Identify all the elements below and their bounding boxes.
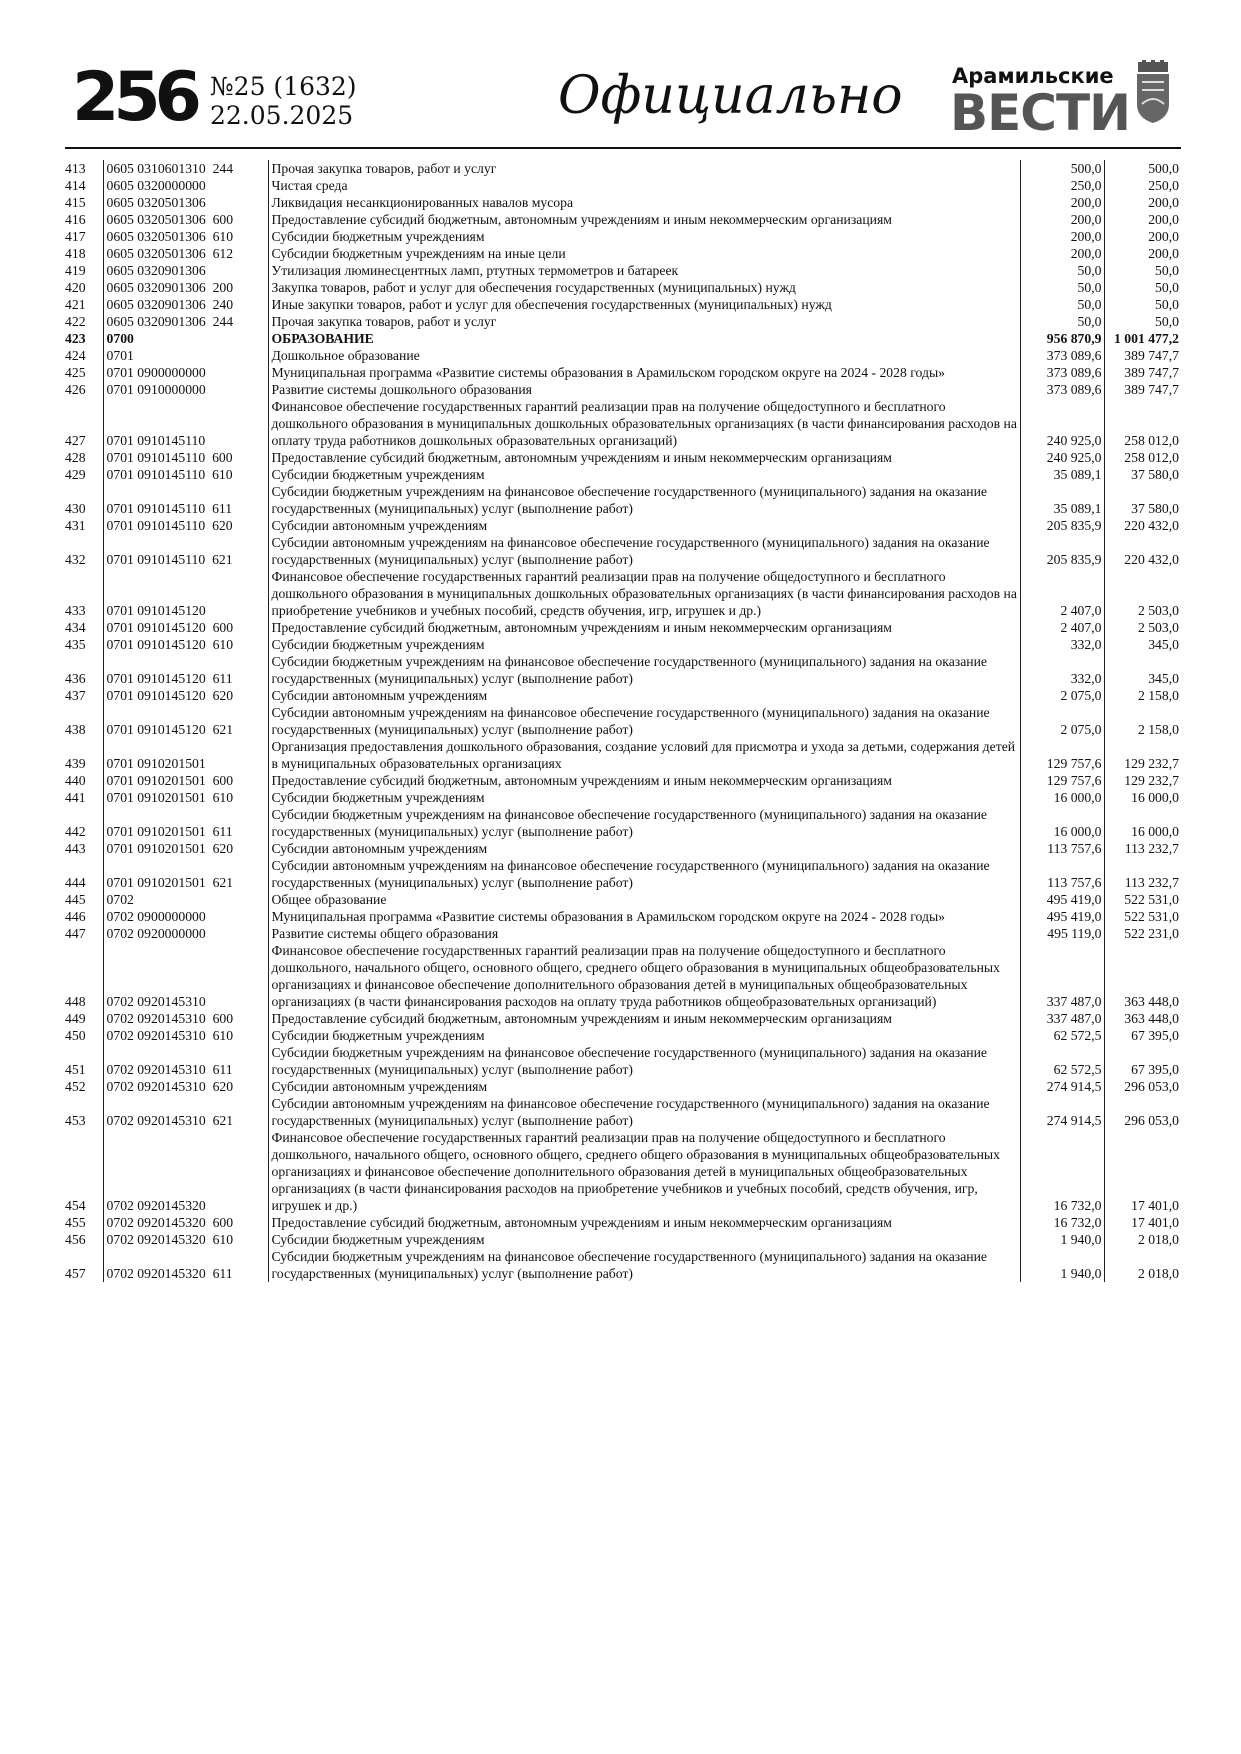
row-number: 446 [65,909,86,924]
amount-2026: 337 487,0 [1020,1010,1104,1027]
table-row [65,194,1181,211]
expense-name: Субсидии бюджетным учреждениям [268,466,1020,483]
table-row [65,296,1181,313]
row-number: 420 [65,280,86,295]
expense-name: Субсидии бюджетным учреждениям [268,228,1020,245]
amount-2026: 495 419,0 [1020,891,1104,908]
expense-name: Субсидии бюджетным учреждениям на финансовое обеспечение государственного (муниципального) задания на оказание государственных (муниципальных) услуг (выполнение работ) [268,1044,1020,1078]
budget-code: 0701 0910145110 620 [103,517,268,534]
amount-2026: 200,0 [1020,228,1104,245]
expense-name: Общее образование [268,891,1020,908]
amount-2027: 16 000,0 [1104,806,1181,840]
issue-number: №25 (1632) [210,72,357,101]
amount-2026: 113 757,6 [1020,840,1104,857]
budget-code: 0701 0910201501 600 [103,772,268,789]
table-row [65,687,1181,704]
amount-2026: 956 870,9 [1020,330,1104,347]
amount-2027: 2 018,0 [1104,1231,1181,1248]
budget-code: 0702 0920145310 620 [103,1078,268,1095]
budget-code: 0701 0910000000 [103,381,268,398]
expense-name: Финансовое обеспечение государственных гарантий реализации прав на получение общедоступного и бесплатного дошкольного образования в муниципальных дошкольных образовательных организациях (в части финансирования расходов на оплату труда работников дошкольных образовательных организаций) [268,398,1020,449]
amount-2026: 50,0 [1020,279,1104,296]
amount-2027: 2 158,0 [1104,704,1181,738]
expense-name: Субсидии бюджетным учреждениям [268,1231,1020,1248]
expense-name: Финансовое обеспечение государственных гарантий реализации прав на получение общедоступного и бесплатного дошкольного образования в муниципальных дошкольных образовательных организациях (в части финансирования расходов на приобретение учебников и учебных пособий, средств обучения, игр, игрушек и др.) [268,568,1020,619]
budget-code: 0605 0320501306 [103,194,268,211]
amount-2027: 67 395,0 [1104,1027,1181,1044]
expense-name: Финансовое обеспечение государственных гарантий реализации прав на получение общедоступного и бесплатного дошкольного, начального общего, основного общего, среднего общего образования в муниципальных общеобразовательных организациях и финансовое обеспечение дополнительного образования детей в муниципальных общеобразовательных организациях (в части финансирования расходов на приобретение учебников и учебных пособий, средств обучения, игр, игрушек и др.) [268,1129,1020,1214]
amount-2026: 1 940,0 [1020,1248,1104,1282]
budget-code: 0701 0910145120 [103,568,268,619]
row-number: 438 [65,722,86,737]
table-row [65,568,1181,619]
amount-2026: 205 835,9 [1020,517,1104,534]
budget-code: 0701 [103,347,268,364]
amount-2026: 200,0 [1020,245,1104,262]
row-number: 452 [65,1079,86,1094]
row-number: 440 [65,773,86,788]
header-rule [65,147,1181,149]
row-number: 454 [65,1198,86,1213]
amount-2026: 250,0 [1020,177,1104,194]
expense-name: Ликвидация несанкционированных навалов мусора [268,194,1020,211]
table-row [65,840,1181,857]
amount-2027: 363 448,0 [1104,942,1181,1010]
issue-date: 22.05.2025 [210,101,354,130]
row-number: 433 [65,603,86,618]
amount-2026: 240 925,0 [1020,449,1104,466]
budget-code: 0700 [103,330,268,347]
amount-2027: 258 012,0 [1104,398,1181,449]
table-row [65,347,1181,364]
table-row [65,1129,1181,1214]
amount-2027: 296 053,0 [1104,1095,1181,1129]
budget-code: 0701 0910201501 620 [103,840,268,857]
amount-2027: 389 747,7 [1104,364,1181,381]
expense-name: Утилизация люминесцентных ламп, ртутных термометров и батареек [268,262,1020,279]
row-number: 422 [65,314,86,329]
amount-2026: 113 757,6 [1020,857,1104,891]
expense-name: Субсидии автономным учреждениям на финансовое обеспечение государственного (муниципального) задания на оказание государственных (муниципальных) услуг (выполнение работ) [268,534,1020,568]
row-number: 450 [65,1028,86,1043]
row-number: 415 [65,195,86,210]
amount-2027: 250,0 [1104,177,1181,194]
table-row [65,211,1181,228]
amount-2026: 240 925,0 [1020,398,1104,449]
amount-2026: 274 914,5 [1020,1095,1104,1129]
amount-2027: 2 503,0 [1104,619,1181,636]
amount-2027: 522 531,0 [1104,908,1181,925]
row-number: 448 [65,994,86,1009]
amount-2027: 500,0 [1104,160,1181,177]
expense-name: Субсидии бюджетным учреждениям на иные цели [268,245,1020,262]
budget-code: 0701 0910145110 610 [103,466,268,483]
amount-2027: 258 012,0 [1104,449,1181,466]
expense-name: Предоставление субсидий бюджетным, автономным учреждениям и иным некоммерческим организациям [268,619,1020,636]
table-row [65,1214,1181,1231]
amount-2027: 522 231,0 [1104,925,1181,942]
row-number: 432 [65,552,86,567]
row-number: 427 [65,433,86,448]
amount-2026: 1 940,0 [1020,1231,1104,1248]
expense-name: Субсидии бюджетным учреждениям на финансовое обеспечение государственного (муниципального) задания на оказание государственных (муниципальных) услуг (выполнение работ) [268,806,1020,840]
budget-code: 0701 0910145110 [103,398,268,449]
budget-code: 0605 0320901306 240 [103,296,268,313]
budget-code: 0605 0320000000 [103,177,268,194]
amount-2026: 16 732,0 [1020,1129,1104,1214]
coat-of-arms-icon [1134,60,1172,124]
amount-2027: 220 432,0 [1104,534,1181,568]
amount-2027: 50,0 [1104,296,1181,313]
amount-2027: 129 232,7 [1104,772,1181,789]
budget-code: 0702 0920145320 611 [103,1248,268,1282]
expense-name: Предоставление субсидий бюджетным, автономным учреждениям и иным некоммерческим организациям [268,772,1020,789]
expense-name: Иные закупки товаров, работ и услуг для обеспечения государственных (муниципальных) нужд [268,296,1020,313]
amount-2027: 200,0 [1104,211,1181,228]
amount-2027: 113 232,7 [1104,840,1181,857]
page-header [72,54,1172,146]
expense-name: Предоставление субсидий бюджетным, автономным учреждениям и иным некоммерческим организациям [268,449,1020,466]
issue-info [210,72,357,130]
amount-2026: 16 000,0 [1020,789,1104,806]
amount-2027: 2 503,0 [1104,568,1181,619]
row-number: 426 [65,382,86,397]
table-row [65,160,1181,177]
expense-name: Субсидии бюджетным учреждениям на финансовое обеспечение государственного (муниципального) задания на оказание государственных (муниципальных) услуг (выполнение работ) [268,1248,1020,1282]
expense-name: Закупка товаров, работ и услуг для обеспечения государственных (муниципальных) нужд [268,279,1020,296]
budget-code: 0605 0320501306 600 [103,211,268,228]
row-number: 445 [65,892,86,907]
table-row [65,313,1181,330]
expense-name: Чистая среда [268,177,1020,194]
row-number: 444 [65,875,86,890]
amount-2026: 332,0 [1020,636,1104,653]
expense-name: Субсидии автономным учреждениям на финансовое обеспечение государственного (муниципального) задания на оказание государственных (муниципальных) услуг (выполнение работ) [268,1095,1020,1129]
row-number: 436 [65,671,86,686]
expense-name: Субсидии бюджетным учреждениям на финансовое обеспечение государственного (муниципального) задания на оказание государственных (муниципальных) услуг (выполнение работ) [268,483,1020,517]
row-number: 449 [65,1011,86,1026]
page-number: 256 [72,58,196,137]
amount-2026: 495 419,0 [1020,908,1104,925]
amount-2027: 345,0 [1104,636,1181,653]
amount-2027: 67 395,0 [1104,1044,1181,1078]
amount-2026: 50,0 [1020,296,1104,313]
amount-2026: 35 089,1 [1020,466,1104,483]
amount-2026: 50,0 [1020,313,1104,330]
amount-2026: 337 487,0 [1020,942,1104,1010]
table-row [65,364,1181,381]
table-row [65,1231,1181,1248]
budget-code: 0701 0910145120 610 [103,636,268,653]
table-row [65,942,1181,1010]
table-row [65,398,1181,449]
amount-2027: 50,0 [1104,262,1181,279]
expense-name: Предоставление субсидий бюджетным, автономным учреждениям и иным некоммерческим организациям [268,211,1020,228]
amount-2026: 373 089,6 [1020,381,1104,398]
expense-name: Прочая закупка товаров, работ и услуг [268,313,1020,330]
row-number: 421 [65,297,86,312]
row-number: 451 [65,1062,86,1077]
budget-code: 0701 0900000000 [103,364,268,381]
budget-code: 0701 0910201501 610 [103,789,268,806]
expense-name: Развитие системы общего образования [268,925,1020,942]
amount-2026: 129 757,6 [1020,772,1104,789]
budget-code: 0605 0320501306 612 [103,245,268,262]
amount-2027: 200,0 [1104,245,1181,262]
amount-2027: 2 018,0 [1104,1248,1181,1282]
row-number: 430 [65,501,86,516]
table-row [65,1095,1181,1129]
budget-code: 0702 0920145310 [103,942,268,1010]
amount-2027: 16 000,0 [1104,789,1181,806]
expense-name: Субсидии автономным учреждениям [268,517,1020,534]
expense-name: Субсидии бюджетным учреждениям [268,1027,1020,1044]
amount-2026: 129 757,6 [1020,738,1104,772]
amount-2027: 200,0 [1104,228,1181,245]
table-row [65,1078,1181,1095]
row-number: 429 [65,467,86,482]
amount-2027: 363 448,0 [1104,1010,1181,1027]
amount-2026: 2 075,0 [1020,687,1104,704]
amount-2027: 2 158,0 [1104,687,1181,704]
amount-2026: 495 119,0 [1020,925,1104,942]
amount-2026: 16 732,0 [1020,1214,1104,1231]
row-number: 419 [65,263,86,278]
amount-2027: 37 580,0 [1104,466,1181,483]
amount-2026: 16 000,0 [1020,806,1104,840]
amount-2027: 17 401,0 [1104,1214,1181,1231]
amount-2026: 500,0 [1020,160,1104,177]
amount-2026: 373 089,6 [1020,347,1104,364]
amount-2027: 220 432,0 [1104,517,1181,534]
amount-2026: 200,0 [1020,194,1104,211]
budget-code: 0605 0320901306 [103,262,268,279]
amount-2027: 113 232,7 [1104,857,1181,891]
expense-name: Организация предоставления дошкольного образования, создание условий для присмотра и ухода за детьми, содержания детей в муниципальных образовательных организациях [268,738,1020,772]
budget-code: 0701 0910201501 611 [103,806,268,840]
row-number: 423 [65,331,86,346]
table-row [65,908,1181,925]
amount-2027: 1 001 477,2 [1104,330,1181,347]
table-row [65,789,1181,806]
budget-code: 0605 0320901306 244 [103,313,268,330]
amount-2026: 200,0 [1020,211,1104,228]
expense-name: Предоставление субсидий бюджетным, автономным учреждениям и иным некоммерческим организациям [268,1010,1020,1027]
amount-2027: 37 580,0 [1104,483,1181,517]
amount-2027: 17 401,0 [1104,1129,1181,1214]
table-row [65,517,1181,534]
row-number: 414 [65,178,86,193]
row-number: 431 [65,518,86,533]
budget-code: 0701 0910145110 600 [103,449,268,466]
expense-name: Субсидии бюджетным учреждениям [268,789,1020,806]
budget-code: 0702 0920145320 [103,1129,268,1214]
table-row [65,636,1181,653]
expense-name: ОБРАЗОВАНИЕ [268,330,1020,347]
table-row [65,704,1181,738]
row-number: 417 [65,229,86,244]
table-row [65,1027,1181,1044]
amount-2026: 274 914,5 [1020,1078,1104,1095]
budget-code: 0701 0910201501 [103,738,268,772]
row-number: 413 [65,161,86,176]
table-row [65,483,1181,517]
amount-2027: 389 747,7 [1104,347,1181,364]
expense-name: Субсидии автономным учреждениям [268,687,1020,704]
table-row [65,177,1181,194]
table-row [65,245,1181,262]
row-number: 424 [65,348,86,363]
budget-code: 0702 0900000000 [103,908,268,925]
table-row [65,1010,1181,1027]
budget-code: 0605 0320501306 610 [103,228,268,245]
amount-2027: 200,0 [1104,194,1181,211]
budget-code: 0702 0920000000 [103,925,268,942]
expense-name: Субсидии автономным учреждениям [268,1078,1020,1095]
expense-name: Муниципальная программа «Развитие системы образования в Арамильском городском округе на 2024 - 2028 годы» [268,364,1020,381]
row-number: 442 [65,824,86,839]
table-row [65,806,1181,840]
table-row [65,449,1181,466]
budget-code: 0702 0920145320 600 [103,1214,268,1231]
newspaper-logo-top: Арамильские [952,64,1114,88]
budget-code: 0702 0920145310 621 [103,1095,268,1129]
budget-code: 0702 0920145320 610 [103,1231,268,1248]
row-number: 428 [65,450,86,465]
budget-code: 0701 0910145120 620 [103,687,268,704]
row-number: 416 [65,212,86,227]
table-row [65,891,1181,908]
table-row [65,330,1181,347]
row-number: 456 [65,1232,86,1247]
section-title: Официально [558,66,903,126]
expense-name: Субсидии автономным учреждениям на финансовое обеспечение государственного (муниципального) задания на оказание государственных (муниципальных) услуг (выполнение работ) [268,857,1020,891]
table-row [65,228,1181,245]
row-number: 441 [65,790,86,805]
budget-code: 0701 0910145110 611 [103,483,268,517]
budget-code: 0702 0920145310 611 [103,1044,268,1078]
amount-2026: 332,0 [1020,653,1104,687]
amount-2027: 50,0 [1104,279,1181,296]
table-row [65,772,1181,789]
row-number: 455 [65,1215,86,1230]
row-number: 443 [65,841,86,856]
table-row [65,262,1181,279]
table-row [65,857,1181,891]
row-number: 439 [65,756,86,771]
table-row [65,619,1181,636]
amount-2027: 50,0 [1104,313,1181,330]
row-number: 418 [65,246,86,261]
budget-code: 0605 0320901306 200 [103,279,268,296]
amount-2027: 522 531,0 [1104,891,1181,908]
table-row [65,279,1181,296]
expense-name: Финансовое обеспечение государственных гарантий реализации прав на получение общедоступного и бесплатного дошкольного, начального общего, основного общего, среднего общего образования в муниципальных общеобразовательных организациях и финансовое обеспечение дополнительного образования детей в муниципальных общеобразовательных организациях (в части финансирования расходов на оплату труда работников общеобразовательных организаций) [268,942,1020,1010]
table-row [65,381,1181,398]
row-number: 425 [65,365,86,380]
table-row [65,466,1181,483]
table-row [65,534,1181,568]
row-number: 435 [65,637,86,652]
amount-2027: 129 232,7 [1104,738,1181,772]
amount-2026: 62 572,5 [1020,1044,1104,1078]
table-row [65,925,1181,942]
table-row [65,1044,1181,1078]
newspaper-logo-main: ВЕСТИ [950,84,1130,142]
table-row [65,1248,1181,1282]
table-row [65,653,1181,687]
budget-code: 0701 0910145110 621 [103,534,268,568]
budget-code: 0701 0910145120 611 [103,653,268,687]
budget-code: 0701 0910145120 600 [103,619,268,636]
expense-name: Субсидии бюджетным учреждениям [268,636,1020,653]
amount-2026: 373 089,6 [1020,364,1104,381]
row-number: 457 [65,1266,86,1281]
expense-name: Субсидии автономным учреждениям на финансовое обеспечение государственного (муниципального) задания на оказание государственных (муниципальных) услуг (выполнение работ) [268,704,1020,738]
budget-code: 0701 0910201501 621 [103,857,268,891]
row-number: 437 [65,688,86,703]
amount-2026: 2 407,0 [1020,568,1104,619]
row-number: 453 [65,1113,86,1128]
budget-code: 0702 0920145310 610 [103,1027,268,1044]
expense-name: Развитие системы дошкольного образования [268,381,1020,398]
amount-2026: 205 835,9 [1020,534,1104,568]
row-number: 434 [65,620,86,635]
expense-name: Муниципальная программа «Развитие системы образования в Арамильском городском округе на 2024 - 2028 годы» [268,908,1020,925]
expense-name: Предоставление субсидий бюджетным, автономным учреждениям и иным некоммерческим организациям [268,1214,1020,1231]
budget-code: 0702 0920145310 600 [103,1010,268,1027]
budget-code: 0702 [103,891,268,908]
amount-2026: 62 572,5 [1020,1027,1104,1044]
expense-name: Субсидии бюджетным учреждениям на финансовое обеспечение государственного (муниципального) задания на оказание государственных (муниципальных) услуг (выполнение работ) [268,653,1020,687]
amount-2026: 35 089,1 [1020,483,1104,517]
amount-2027: 296 053,0 [1104,1078,1181,1095]
expense-name: Прочая закупка товаров, работ и услуг [268,160,1020,177]
amount-2026: 50,0 [1020,262,1104,279]
amount-2027: 389 747,7 [1104,381,1181,398]
table-row [65,738,1181,772]
budget-code: 0605 0310601310 244 [103,160,268,177]
budget-code: 0701 0910145120 621 [103,704,268,738]
budget-table [65,160,1181,1282]
expense-name: Субсидии автономным учреждениям [268,840,1020,857]
row-number: 447 [65,926,86,941]
amount-2027: 345,0 [1104,653,1181,687]
expense-name: Дошкольное образование [268,347,1020,364]
amount-2026: 2 407,0 [1020,619,1104,636]
amount-2026: 2 075,0 [1020,704,1104,738]
